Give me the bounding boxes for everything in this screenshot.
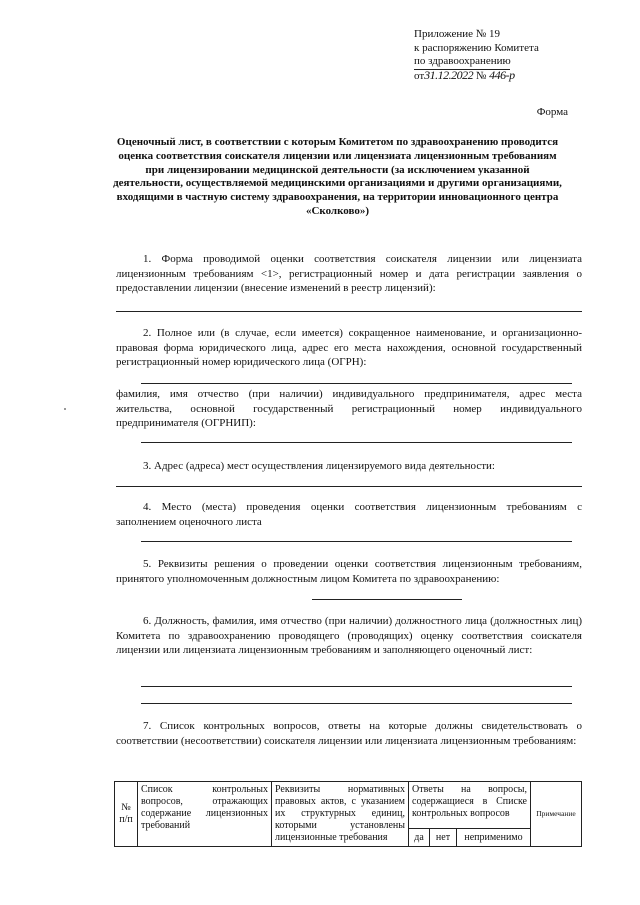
section-5	[116, 557, 582, 586]
appendix-committee: по здравоохранению	[414, 55, 511, 67]
section-2	[116, 326, 582, 370]
answer-yes-header: да	[409, 829, 430, 847]
section-7-text: 7. Список контрольных вопросов, ответы на которые должны свидетельствовать о соответствии (несоответствии) соискателя лицензии или лицензиата лицензионным требованиям:	[116, 720, 582, 747]
section-3-text: 3. Адрес (адреса) мест осуществления лицензируемого вида деятельности:	[143, 460, 495, 472]
section-1-fill-line	[116, 311, 582, 312]
col-questions-header: Список контрольных вопросов, отражающих содержание лицензионных требований	[138, 782, 272, 847]
section-7	[116, 719, 582, 748]
appendix-number: Приложение № 19	[414, 28, 501, 40]
section-6	[116, 614, 582, 658]
table-header-row	[115, 782, 582, 829]
section-6-text: 6. Должность, фамилия, имя отчество (при наличии) должностного лица (должностных лиц) Комитета по здравоохранению проводящего (проводящих) оценку соответствия соискателя лицензии или лицензиата лицензионным требованиям и заполняющего оценочный лист:	[116, 615, 582, 656]
col-answers-header: Ответы на вопросы, содержащиеся в Списке контрольных вопросов	[409, 782, 531, 829]
answer-no-header: нет	[430, 829, 457, 847]
col-note-header: Примечание	[531, 782, 582, 847]
form-label: Форма	[536, 106, 568, 118]
section-4-text: 4. Место (места) проведения оценки соответствия лицензионным требованиям с заполнением оценочного листа	[116, 501, 582, 528]
section-6-fill-line-2	[141, 703, 572, 704]
section-1	[116, 252, 582, 296]
section-4	[116, 500, 582, 529]
appendix-header	[414, 28, 539, 83]
handwritten-number: 446-р	[489, 67, 515, 82]
number-prefix: №	[475, 69, 487, 82]
col-requisites-header: Реквизиты нормативных правовых актов, с указанием их структурных единиц, которыми установлены лицензионные требования	[272, 782, 409, 847]
handwritten-date: 31.12.2022	[424, 67, 474, 82]
section-3-fill-line	[116, 486, 582, 487]
scan-speck	[64, 408, 66, 410]
section-4-fill-line	[141, 541, 572, 542]
checklist-table	[114, 781, 582, 847]
section-6-fill-line-1	[141, 686, 572, 687]
appendix-date-line	[414, 69, 539, 84]
col-number-header: № п/п	[115, 782, 138, 847]
header-underline	[414, 69, 510, 70]
section-5-fill-line	[312, 599, 462, 600]
section-2-fill-line	[141, 383, 572, 384]
date-prefix: от	[414, 69, 425, 82]
section-2b-fill-line	[141, 442, 572, 443]
answer-na-header: неприменимо	[457, 829, 531, 847]
section-2b-text: фамилия, имя отчество (при наличии) индивидуального предпринимателя, адрес места жительства, основной государственный регистрационный номер индивидуального предпринимателя (ОГРНИП):	[116, 388, 582, 429]
section-5-text: 5. Реквизиты решения о проведении оценки соответствия лицензионным требованиям, принятого уполномоченным должностным лицом Комитета по здравоохранению:	[116, 558, 582, 585]
section-2b	[116, 387, 582, 431]
appendix-order-ref: к распоряжению Комитета	[414, 41, 539, 54]
document-title: Оценочный лист, в соответствии с которым Комитетом по здравоохранению проводится оценка соответствия соискателя лицензии или лицензиата лицензионным требованиям при лицензировании медицинской деятельности (за исключением указанной деятельности, осуществляемой медицинскими организациями и другими организациями, входящими в частную систему здравоохранения, на территории инновационного центра «Сколково»)	[113, 136, 562, 217]
section-1-text: 1. Форма проводимой оценки соответствия соискателя лицензии или лицензиата лицензионным требованиям <1>, регистрационный номер и дата регистрации заявления о предоставлении лицензии (внесение изменений в реестр лицензий):	[116, 253, 582, 294]
section-3	[116, 459, 582, 474]
section-2-text: 2. Полное или (в случае, если имеется) сокращенное наименование, и организационно-правовая форма юридического лица, адрес его места нахождения, основной государственный регистрационный номер юридического лица (ОГРН):	[116, 327, 582, 368]
